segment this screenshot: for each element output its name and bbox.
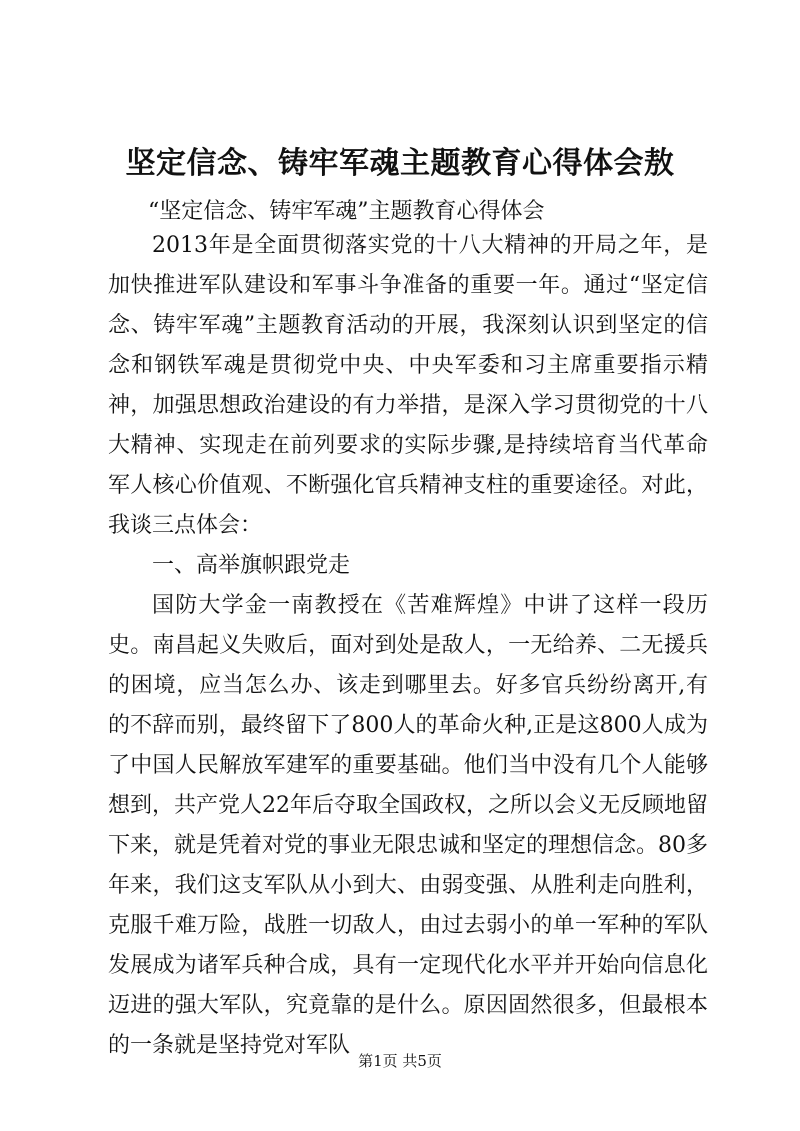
page-number: 第1页 共5页	[358, 1052, 442, 1070]
section-heading-1: 一、高举旗帜跟党走	[152, 553, 351, 578]
document-subtitle: “坚定信念、铸牢军魂”主题教育心得体会	[148, 199, 545, 224]
paragraph-history: 国防大学金一南教授在《苦难辉煌》中讲了这样一段历史。南昌起义失败后，面对到处是敌人，一无给养、二无援兵的困境，应当怎么办、该走到哪里去。好多官兵纷纷离开,有的不辞而别，最终留下了800人的革命火种,正是这800人成为了中国人民解放军建军的重要基础。他们当中没有几个人能够想到，共产党人22年后夺取全国政权，之所以会义无反顾地留下来，就是凭着对党的事业无限忠诚和坚定的理想信念。80多年来，我们这支军队从小到大、由弱变强、从胜利走向胜利，克服千难万险，战胜一切敌人，由过去弱小的单一军种的军队发展成为诸军兵种合成，具有一定现代化水平并开始向信息化迈进的强大军队，究竟靠的是什么。原因固然很多，但最根本的一条就是坚持党对军队	[108, 593, 708, 1058]
document-body	[108, 226, 708, 1066]
paragraph-intro: 2013年是全面贯彻落实党的十八大精神的开局之年，是加快推进军队建设和军事斗争准备的重要一年。通过“坚定信念、铸牢军魂”主题教育活动的开展，我深刻认识到坚定的信念和钢铁军魂是贯彻党中央、中央军委和习主席重要指示精神，加强思想政治建设的有力举措，是深入学习贯彻党的十八大精神、实现走在前列要求的实际步骤,是持续培育当代革命军人核心价值观、不断强化官兵精神支柱的重要途径。对此，我谈三点体会：	[108, 233, 708, 538]
document-title: 坚定信念、铸牢军魂主题教育心得体会敖	[125, 146, 675, 181]
